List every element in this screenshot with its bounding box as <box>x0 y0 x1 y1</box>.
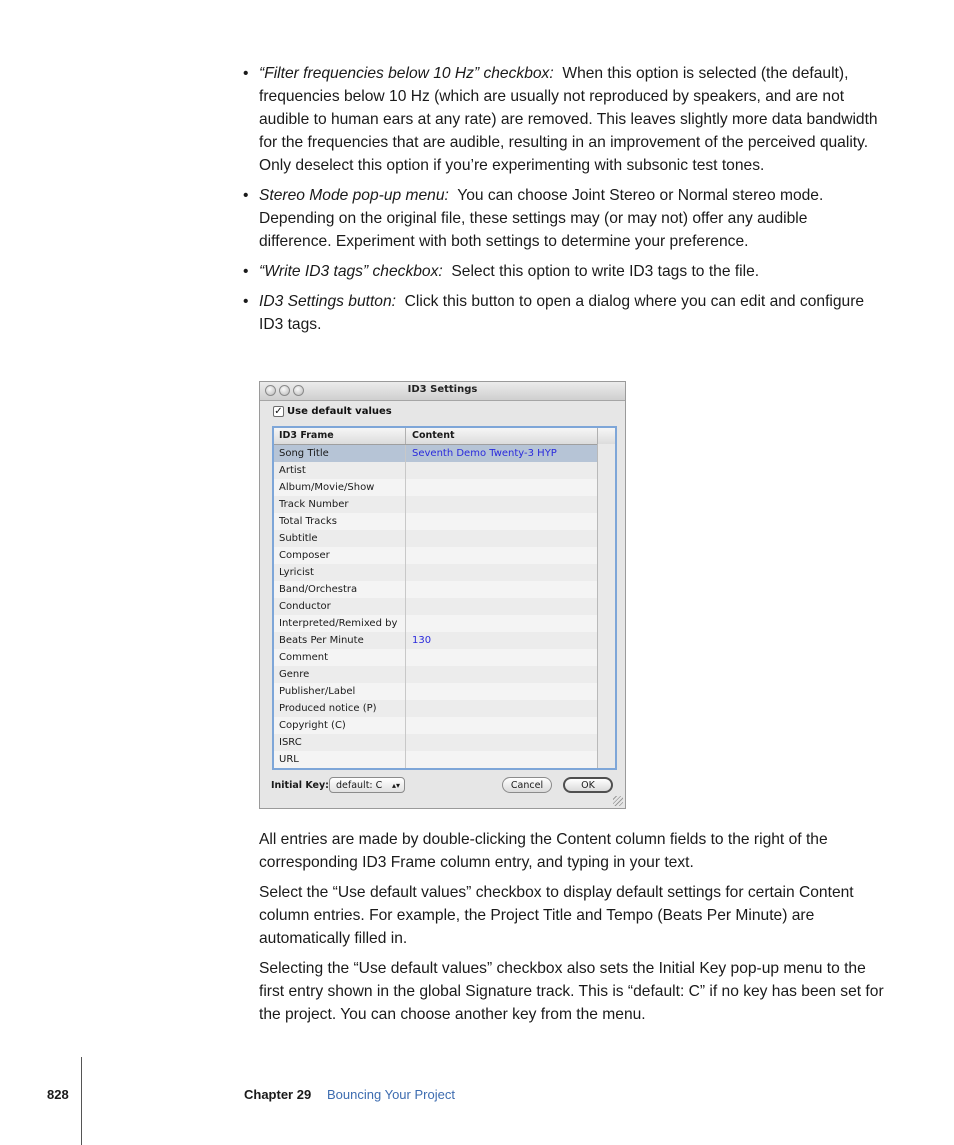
content-cell[interactable] <box>406 666 598 683</box>
table-row[interactable] <box>274 496 615 513</box>
frame-cell: Band/Orchestra <box>274 581 406 598</box>
frame-cell: Subtitle <box>274 530 406 547</box>
frame-cell: Genre <box>274 666 406 683</box>
table-row[interactable] <box>274 666 615 683</box>
frame-cell: ISRC <box>274 734 406 751</box>
bullet-dot: • <box>243 65 249 82</box>
dialog-titlebar <box>260 382 625 401</box>
table-row[interactable] <box>274 462 615 479</box>
bullet-term: Stereo Mode pop-up menu: <box>259 187 449 204</box>
id3-table <box>272 426 617 770</box>
bullet-dot: • <box>243 263 249 280</box>
cancel-button[interactable]: Cancel <box>502 777 552 793</box>
frame-cell: Interpreted/Remixed by <box>274 615 406 632</box>
bullet-term: ID3 Settings button: <box>259 293 396 310</box>
page-number: 828 <box>47 1087 69 1102</box>
initial-key-popup[interactable] <box>329 777 405 793</box>
content-cell[interactable] <box>406 751 598 768</box>
table-row[interactable] <box>274 632 615 649</box>
chapter-label: Chapter 29 <box>244 1087 312 1102</box>
frame-cell: Composer <box>274 547 406 564</box>
bullet-text: Click this button to open a dialog where you can edit and configure ID3 tags. <box>259 293 865 333</box>
frame-cell: URL <box>274 751 406 768</box>
paragraph: Select the “Use default values” checkbox to display default settings for certain Content column entries. For example, the Project Title and Tempo (Beats Per Minute) are automatically filled in. <box>259 884 854 947</box>
table-row[interactable] <box>274 751 615 768</box>
content-cell[interactable] <box>406 479 598 496</box>
column-header-frame[interactable]: ID3 Frame <box>274 428 406 444</box>
bullet-section <box>243 62 883 343</box>
frame-cell: Beats Per Minute <box>274 632 406 649</box>
content-cell[interactable]: 130 <box>412 635 432 646</box>
bullet-text: When this option is selected (the default), frequencies below 10 Hz (which are usually not reproduced by speakers, and are not audible to human ears at any rate) are removed. This leaves slightly more data bandwidth for the frequencies that are audible, resulting in an improvement of the perceived quality. Only deselect this option if you’re experimenting with subsonic test tones. <box>259 65 878 174</box>
frame-cell: Song Title <box>274 445 406 462</box>
bullet-item <box>243 290 883 336</box>
content-cell[interactable] <box>406 649 598 666</box>
use-default-values-row[interactable] <box>273 406 392 417</box>
table-row[interactable] <box>274 530 615 547</box>
table-row[interactable] <box>274 615 615 632</box>
use-default-label: Use default values <box>287 406 392 417</box>
frame-cell: Track Number <box>274 496 406 513</box>
table-row[interactable] <box>274 717 615 734</box>
table-row[interactable] <box>274 564 615 581</box>
content-cell[interactable] <box>406 513 598 530</box>
content-cell[interactable] <box>406 530 598 547</box>
table-row[interactable] <box>274 683 615 700</box>
table-header <box>274 428 615 445</box>
content-cell[interactable] <box>406 547 598 564</box>
bullet-term: “Filter frequencies below 10 Hz” checkbox: <box>259 65 554 82</box>
frame-cell: Copyright (C) <box>274 717 406 734</box>
id3-settings-dialog <box>259 381 626 809</box>
table-row[interactable] <box>274 445 615 462</box>
frame-cell: Album/Movie/Show <box>274 479 406 496</box>
content-cell[interactable] <box>406 683 598 700</box>
table-row[interactable] <box>274 479 615 496</box>
initial-key-label: Initial Key: <box>271 780 329 791</box>
frame-cell: Produced notice (P) <box>274 700 406 717</box>
vertical-scrollbar[interactable] <box>597 444 615 768</box>
bullet-item <box>243 62 883 177</box>
content-cell[interactable] <box>406 496 598 513</box>
content-cell[interactable] <box>406 564 598 581</box>
frame-cell: Lyricist <box>274 564 406 581</box>
paragraph: All entries are made by double-clicking the Content column fields to the right of the corresponding ID3 Frame column entry, and typing in your text. <box>259 831 828 871</box>
frame-cell: Publisher/Label <box>274 683 406 700</box>
dialog-footer <box>271 777 616 795</box>
content-cell[interactable]: Seventh Demo Twenty-3 HYP <box>412 448 557 459</box>
table-row[interactable] <box>274 598 615 615</box>
footer-divider <box>81 1057 82 1145</box>
bullet-list <box>243 62 883 336</box>
content-cell[interactable] <box>406 700 598 717</box>
frame-cell: Total Tracks <box>274 513 406 530</box>
table-row[interactable] <box>274 734 615 751</box>
table-row[interactable] <box>274 700 615 717</box>
table-row[interactable] <box>274 547 615 564</box>
use-default-checkbox[interactable]: ✓ <box>274 406 283 417</box>
content-cell[interactable] <box>406 462 598 479</box>
paragraph: Selecting the “Use default values” checkbox also sets the Initial Key pop-up menu to the first entry shown in the global Signature track. This is “default: C” if no key has been set for the project. You can choose another key from the menu. <box>259 960 884 1023</box>
table-row[interactable] <box>274 513 615 530</box>
bullet-text: You can choose Joint Stereo or Normal stereo mode. Depending on the original file, these settings may (or may not) offer any audible difference. Experiment with both settings to determine your preference. <box>259 187 824 250</box>
resize-grip-icon[interactable] <box>613 796 623 806</box>
bullet-dot: • <box>243 187 249 204</box>
chapter-title: Bouncing Your Project <box>327 1087 455 1102</box>
frame-cell: Conductor <box>274 598 406 615</box>
dialog-title: ID3 Settings <box>407 384 478 395</box>
updown-arrows-icon: ▴▾ <box>391 781 400 790</box>
ok-button[interactable]: OK <box>563 777 613 793</box>
table-body <box>274 445 615 768</box>
bullet-term: “Write ID3 tags” checkbox: <box>259 263 443 280</box>
content-cell[interactable] <box>406 581 598 598</box>
table-row[interactable] <box>274 581 615 598</box>
content-cell[interactable] <box>406 734 598 751</box>
body-text <box>259 828 887 1033</box>
bullet-item <box>243 184 883 253</box>
table-row[interactable] <box>274 649 615 666</box>
column-header-content[interactable]: Content <box>406 428 598 444</box>
initial-key-value: default: C <box>336 780 383 791</box>
bullet-text: Select this option to write ID3 tags to the file. <box>451 263 760 280</box>
bullet-dot: • <box>243 293 249 310</box>
content-cell[interactable] <box>406 598 598 615</box>
content-cell[interactable] <box>406 717 598 734</box>
frame-cell: Comment <box>274 649 406 666</box>
frame-cell: Artist <box>274 462 406 479</box>
bullet-item <box>243 260 883 283</box>
content-cell[interactable] <box>406 615 598 632</box>
